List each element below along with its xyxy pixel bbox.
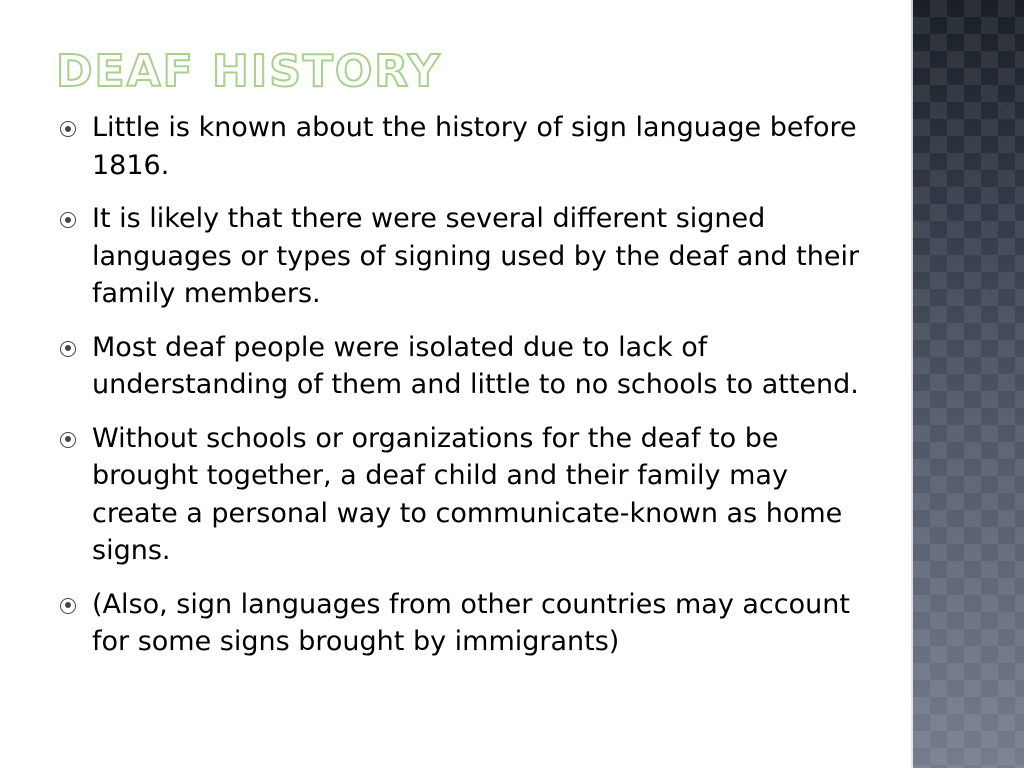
bullet-icon — [60, 121, 76, 137]
bullet-text: Little is known about the history of sign language before 1816. — [92, 112, 857, 181]
bullet-text: It is likely that there were several different signed languages or types of signing used by the deaf and their family members. — [92, 203, 860, 309]
bullet-item — [60, 109, 860, 184]
bullet-list — [60, 109, 860, 677]
bullet-text: (Also, sign languages from other countries may account for some signs brought by immigrants) — [92, 588, 850, 657]
bullet-icon — [60, 432, 76, 448]
bullet-item — [60, 586, 860, 661]
bullet-text: Most deaf people were isolated due to lack of understanding of them and little to no schools to attend. — [92, 331, 859, 400]
bullet-icon — [60, 212, 76, 228]
bullet-icon — [60, 598, 76, 614]
slide-title: DEAF HISTORY — [56, 46, 442, 97]
bullet-icon — [60, 341, 76, 357]
decorative-side-panel — [913, 0, 1024, 768]
bullet-text: Without schools or organizations for the deaf to be brought together, a deaf child and their family may create a personal way to communicate-known as home signs. — [92, 422, 843, 566]
bullet-item — [60, 200, 860, 313]
bullet-item — [60, 329, 860, 404]
bullet-item — [60, 420, 860, 570]
